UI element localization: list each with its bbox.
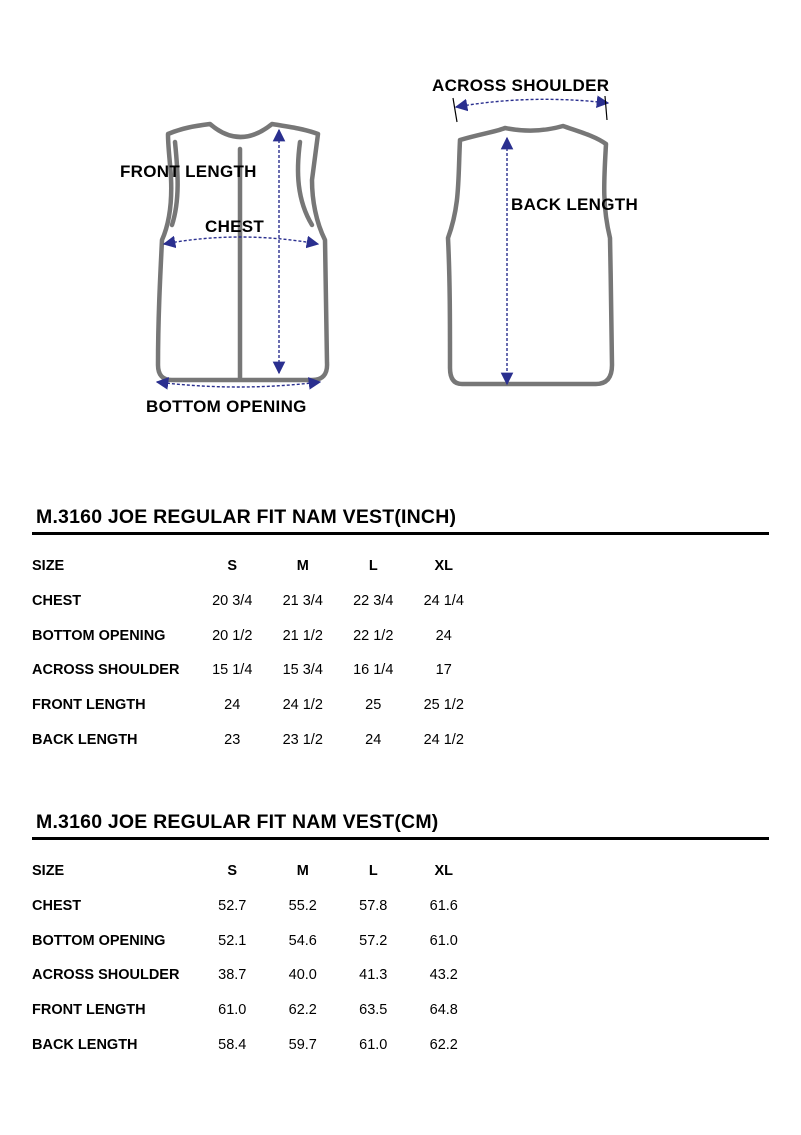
cell-value: 52.1 [218, 932, 247, 949]
cm-table-divider [32, 837, 769, 840]
cell-value: 62.2 [288, 1002, 317, 1019]
cell-value: 43.2 [429, 967, 458, 984]
row-label: BOTTOM OPENING [32, 932, 166, 949]
header-size: SIZE [32, 558, 65, 575]
front-length-label: FRONT LENGTH [120, 162, 257, 181]
cell-value: 15 1/4 [212, 662, 253, 679]
row-label: ACROSS SHOULDER [32, 967, 180, 984]
shoulder-ticks [453, 96, 607, 122]
cell-value: 20 3/4 [212, 593, 253, 610]
cell-value: 62.2 [429, 1036, 458, 1053]
cell-value: 23 1/2 [282, 731, 323, 748]
cell-value: 59.7 [288, 1036, 317, 1053]
header-l: L [368, 863, 378, 880]
cell-value: 61.0 [429, 932, 458, 949]
row-label: BACK LENGTH [32, 1036, 138, 1053]
row-label: ACROSS SHOULDER [32, 662, 180, 679]
cell-value: 16 1/4 [353, 662, 394, 679]
cell-value: 24 1/4 [423, 593, 464, 610]
cell-value: 20 1/2 [212, 627, 253, 644]
table-row [32, 1027, 479, 1062]
table-row [32, 923, 479, 958]
table-row [32, 653, 479, 688]
cell-value: 15 3/4 [282, 662, 323, 679]
back-vest-outline [448, 126, 612, 384]
cm-size-table [32, 854, 479, 1062]
inch-table-title: M.3160 JOE REGULAR FIT NAM VEST(INCH) [36, 506, 457, 528]
table-header-row [32, 854, 479, 889]
cell-value: 61.0 [218, 1002, 247, 1019]
inch-table-divider [32, 532, 769, 535]
header-m: M [296, 863, 309, 880]
cm-table-title: M.3160 JOE REGULAR FIT NAM VEST(CM) [36, 811, 439, 833]
cell-value: 25 [365, 697, 382, 714]
measurement-diagram [0, 0, 801, 460]
table-row [32, 722, 479, 757]
bottom-opening-label: BOTTOM OPENING [146, 397, 307, 416]
cell-value: 61.6 [429, 898, 458, 915]
header-xl: XL [434, 558, 454, 575]
cell-value: 21 3/4 [282, 593, 323, 610]
measurement-arrows [157, 99, 608, 387]
header-xl: XL [434, 863, 454, 880]
cell-value: 41.3 [359, 967, 388, 984]
table-row [32, 958, 479, 993]
cell-value: 25 1/2 [423, 697, 464, 714]
row-label: BACK LENGTH [32, 731, 138, 748]
cell-value: 24 [435, 627, 452, 644]
cell-value: 17 [435, 662, 452, 679]
table-header-row [32, 549, 479, 584]
cell-value: 24 1/2 [282, 697, 323, 714]
back-length-label: BACK LENGTH [511, 195, 639, 214]
table-row [32, 993, 479, 1028]
row-label: FRONT LENGTH [32, 1002, 146, 1019]
cell-value: 24 [224, 697, 241, 714]
cell-value: 23 [224, 731, 241, 748]
header-size: SIZE [32, 863, 65, 880]
row-label: CHEST [32, 593, 82, 610]
cell-value: 38.7 [218, 967, 247, 984]
cell-value: 22 1/2 [353, 627, 394, 644]
cell-value: 21 1/2 [282, 627, 323, 644]
across-shoulder-label: ACROSS SHOULDER [432, 76, 610, 95]
cell-value: 22 3/4 [353, 593, 394, 610]
header-s: S [227, 863, 238, 880]
cell-value: 63.5 [359, 1002, 388, 1019]
cell-value: 57.8 [359, 898, 388, 915]
row-label: BOTTOM OPENING [32, 627, 166, 644]
cell-value: 64.8 [429, 1002, 458, 1019]
bottom-opening-arrow [157, 382, 320, 387]
cell-value: 55.2 [288, 898, 317, 915]
table-row [32, 584, 479, 619]
header-s: S [227, 558, 238, 575]
cell-value: 52.7 [218, 898, 247, 915]
table-row [32, 688, 479, 723]
vest-illustration [0, 0, 801, 460]
table-row [32, 618, 479, 653]
cell-value: 58.4 [218, 1036, 247, 1053]
header-l: L [368, 558, 378, 575]
row-label: CHEST [32, 898, 82, 915]
across-shoulder-arrow [456, 99, 608, 107]
cell-value: 40.0 [288, 967, 317, 984]
cell-value: 24 1/2 [423, 731, 464, 748]
table-row [32, 889, 479, 924]
chest-label: CHEST [205, 217, 265, 236]
cell-value: 57.2 [359, 932, 388, 949]
cell-value: 24 [365, 731, 382, 748]
cell-value: 54.6 [288, 932, 317, 949]
header-m: M [296, 558, 309, 575]
inch-size-table [32, 549, 479, 757]
cell-value: 61.0 [359, 1036, 388, 1053]
row-label: FRONT LENGTH [32, 697, 146, 714]
